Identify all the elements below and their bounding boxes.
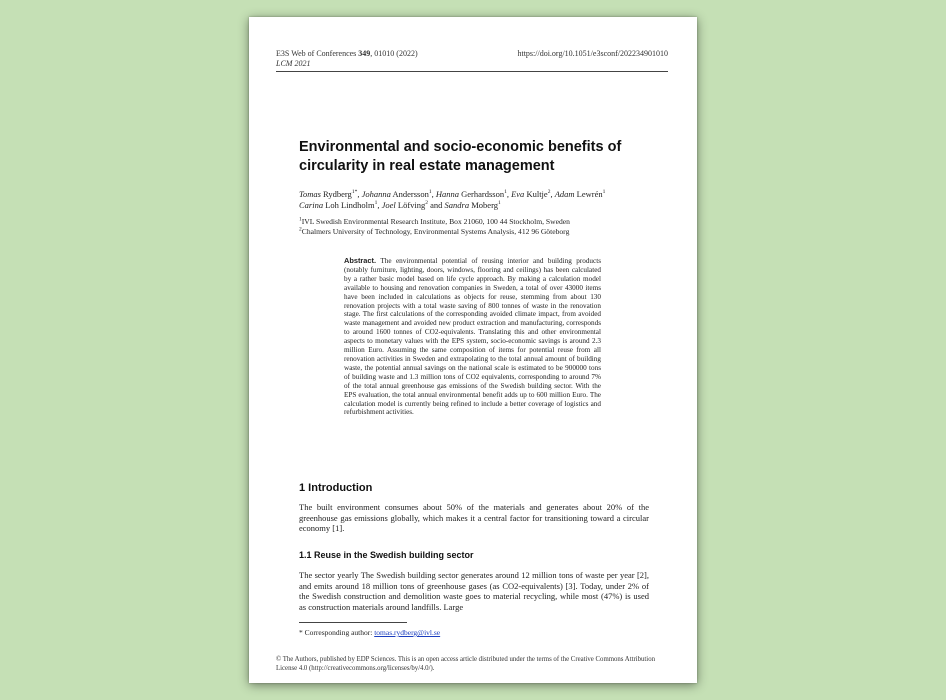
affiliation-item: $^2$Chalmers University of Technology, Environmental Systems Analysis, 412 96 Göteborg: [299, 226, 570, 236]
paper-title: Environmental and socio-economic benefits of circularity in real estate management: [299, 139, 622, 174]
author: Johanna Andersson$^1$: [361, 189, 432, 199]
author-email-link[interactable]: tomas.rydberg@ivl.se: [374, 628, 441, 637]
footnote-divider: [299, 622, 407, 623]
journal-citation: E3S Web of Conferences 349, 01010 (2022): [276, 49, 418, 58]
author: Adam Lewrén$^1$: [554, 189, 606, 199]
author: Carina Loh Lindholm$^1$: [299, 200, 378, 210]
doi-link[interactable]: https://doi.org/10.1051/e3sconf/202234901010: [517, 49, 668, 58]
reuse-paragraph: The sector yearly The Swedish building sector generates around 12 million tons of waste per year [2], and emits around 18 million tons of greenhouse gases (as CO2-equivalents) [3]. Today, under 2% of the Swedish construction and demolition waste goes to material recycling, while most (47%) is used as construction materials around landfills. Large: [299, 570, 649, 612]
abstract-label: Abstract.: [344, 256, 377, 265]
conference-name: LCM 2021: [276, 59, 311, 68]
copyright-notice: © The Authors, published by EDP Sciences. This is an open access article distributed under the terms of the Creative Commons Attribution License 4.0 (http://creativecommons.org/licenses/by/4.0/).: [276, 656, 655, 672]
subsection-heading-reuse: 1.1 Reuse in the Swedish building sector: [299, 550, 474, 560]
paper-page: [249, 17, 697, 683]
introduction-paragraph: The built environment consumes about 50% of the materials and generates about 20% of the greenhouse gas emissions globally, which makes it a central factor for transitioning toward a circular economy [1].: [299, 502, 649, 533]
abstract-text: The environmental potential of reusing interior and building products (notably furniture, lighting, doors, windows, flooring and ceilings) has been calculated by a rather basic model based on life cycle approach. By making a calculation model available to housing and renovation companies in Sweden, a total of over 43000 items have been included in calculations as objects for reuse, stemming from about 130 renovation projects with a total waste saving of 800 tonnes of waste in the renovation stage. The first calculations of the corresponding avoided climate impact, from avoided waste management and avoided new product extraction and manufacturing, corresponds to around 1600 tonnes of CO2-equivalents. Translating this and other environmental aspects to monetary values with the EPS system, socio-economic savings is around 2.3 million Euro. Assuming the same composition of items for potential reuse from all renovation activities in Sweden and extrapolating to the total annual amount of building waste, the potential annual savings on the national scale is estimated to be 900000 tons of building waste and 1.3 million tons of CO2 equivalents, corresponding to around 7% of the total annual greenhouse gas emissions of the Swedish building sector. With the EPS evaluation, the total annual environmental benefit adds up to 600 million Euro. The calculation model is currently being refined to include a better coverage of logistics and refurbishment activities.: [344, 257, 602, 417]
corresponding-author-footnote: * Corresponding author: tomas.rydberg@ivl.se: [299, 628, 441, 637]
section-heading-introduction: 1 Introduction: [299, 482, 373, 494]
affiliations: [299, 217, 659, 237]
author-list: Tomas Rydberg$^{1*}$, Johanna Andersson$^1$, Hanna Gerhardsson$^1$, Eva Kultje$^2$, Adam Lewrén$^1$ Carina Loh Lindholm$^1$, Joel Löfving$^2$ and Sandra Moberg$^1$: [299, 189, 606, 210]
author: Tomas Rydberg$^{1*}$: [299, 189, 358, 199]
journal-header: [276, 49, 418, 69]
author: Sandra Moberg$^1$: [444, 200, 501, 210]
abstract: [344, 257, 601, 417]
author: Hanna Gerhardsson$^1$: [435, 189, 507, 199]
author: Joel Löfving$^2$: [381, 200, 429, 210]
header-divider: [276, 71, 668, 72]
affiliation-item: $^1$IVL Swedish Environmental Research Institute, Box 21060, 100 44 Stockholm, Sweden: [299, 216, 570, 226]
author: Eva Kultje$^2$: [511, 189, 551, 199]
